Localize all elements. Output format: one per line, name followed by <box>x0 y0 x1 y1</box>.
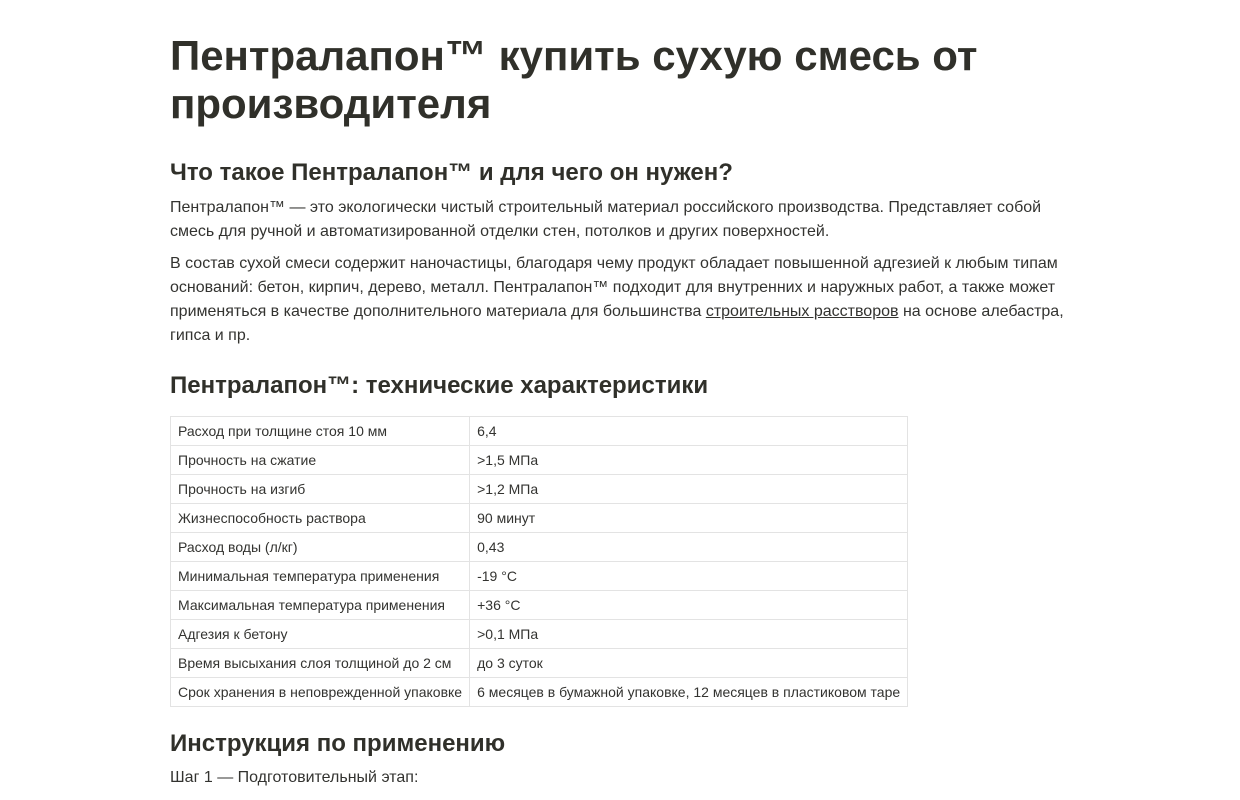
spec-key: Минимальная температура применения <box>171 562 470 591</box>
step-1-text: Шаг 1 — Подготовительный этап: <box>170 769 419 786</box>
spec-key: Расход при толщине стоя 10 мм <box>171 417 470 446</box>
spec-value: >1,2 МПа <box>470 475 908 504</box>
spec-value: до 3 суток <box>470 649 908 678</box>
spec-value: 6 месяцев в бумажной упаковке, 12 месяцев в пластиковом таре <box>470 678 908 707</box>
spec-value: >1,5 МПа <box>470 446 908 475</box>
composition-text-start: В состав сухой смеси содержит наночастицы, благодаря чему продукт обладает повышенной адгезией к любым типам оснований: бетон, кирпич, дерево, металл. Пентралапон™ подходит для внутренних и наружных работ, а также может применяться в качестве дополнительного материала для большинства <box>170 255 1058 320</box>
specs-table <box>170 416 908 707</box>
intro-paragraph: Пентралапон™ — это экологически чистый строительный материал российского производства. Представляет собой смесь для ручной и автоматизированной отделки стен, потолков и других поверхностей. <box>170 199 1042 240</box>
spec-key: Время высыхания слоя толщиной до 2 см <box>171 649 470 678</box>
table-row <box>171 475 908 504</box>
table-row <box>171 678 908 707</box>
composition-text-end: на основе алебастра, гипса и пр. <box>170 303 1064 344</box>
spec-key: Максимальная температура применения <box>171 591 470 620</box>
table-row <box>171 417 908 446</box>
page-title: Пентралапон™ купить сухую смесь от производителя <box>170 32 978 127</box>
spec-key: Расход воды (л/кг) <box>171 533 470 562</box>
section-heading-specs: Пентралапон™: технические характеристики <box>170 372 709 399</box>
spec-key: Срок хранения в неповрежденной упаковке <box>171 678 470 707</box>
spec-key: Прочность на изгиб <box>171 475 470 504</box>
spec-value: 90 минут <box>470 504 908 533</box>
table-row <box>171 562 908 591</box>
table-row <box>171 533 908 562</box>
spec-key: Адгезия к бетону <box>171 620 470 649</box>
table-row <box>171 504 908 533</box>
spec-value: +36 °С <box>470 591 908 620</box>
spec-key: Прочность на сжатие <box>171 446 470 475</box>
table-row <box>171 591 908 620</box>
spec-value: >0,1 МПа <box>470 620 908 649</box>
table-row <box>171 446 908 475</box>
section-heading-instructions: Инструкция по применению <box>170 730 506 757</box>
spec-value: -19 °С <box>470 562 908 591</box>
table-row <box>171 649 908 678</box>
table-row <box>171 620 908 649</box>
section-heading-what-is: Что такое Пентралапон™ и для чего он нужен? <box>170 159 733 186</box>
spec-key: Жизнеспособность раствора <box>171 504 470 533</box>
spec-value: 6,4 <box>470 417 908 446</box>
construction-mortars-link[interactable]: строительных расстворов <box>705 303 899 320</box>
spec-value: 0,43 <box>470 533 908 562</box>
composition-paragraph <box>170 252 1070 348</box>
